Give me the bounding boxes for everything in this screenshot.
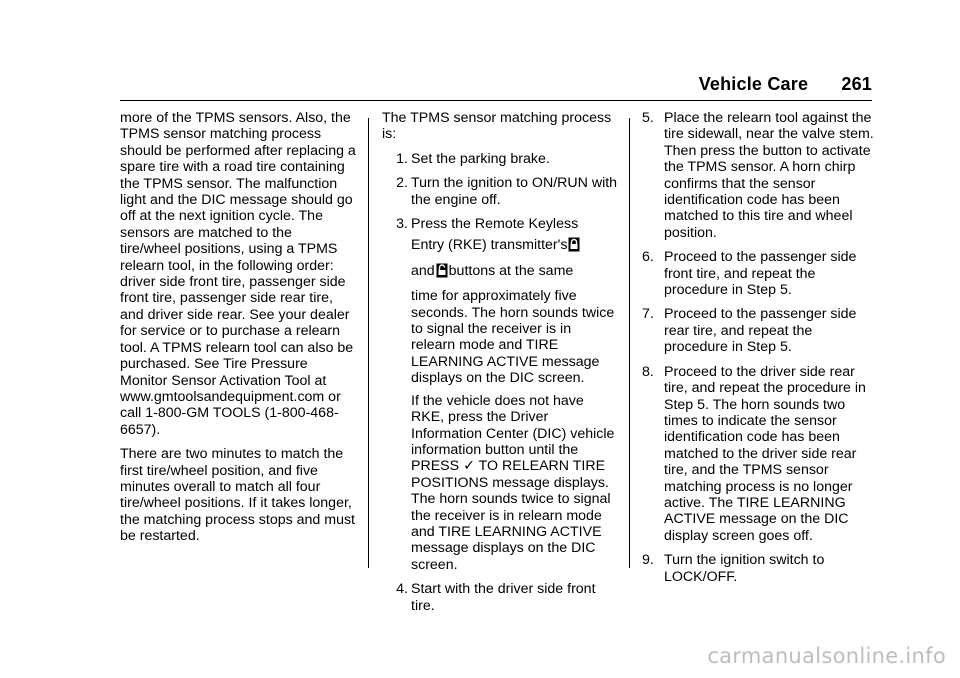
step-text: and bbox=[411, 262, 435, 279]
paragraph-tpms-sensors: more of the TPMS sensors. Also, the TPMS sensor matching process should be performed after replacing a spare tire with a road tire containing the TPMS sensor. The malfunction light and the DIC message should go off at the next ignition cycle. The sensors are matched to the tire/wheel positions, using a TPMS relearn tool, in the following order: driver side front tire, passenger side front tire, passenger side rear tire, and driver side rear. See your dealer for service or to purchase a relearn tool. A TPMS relearn tool can also be purchased. See Tire Pressure Monitor Sensor Activation Tool at www.gmtoolsandequipment.com or call 1-800-GM TOOLS (1-800-468-6657). bbox=[120, 110, 356, 438]
step-text: Proceed to the passenger side front tire, and repeat the procedure in Step 5. bbox=[664, 249, 857, 299]
step-text: Proceed to the passenger side rear tire, and repeat the procedure in Step 5. bbox=[664, 306, 857, 356]
step-text: Start with the driver side front tire. bbox=[411, 581, 596, 614]
list-item bbox=[642, 364, 878, 544]
watermark-text: carmanualsonline.info bbox=[707, 644, 946, 668]
list-item bbox=[382, 216, 618, 573]
unlock-icon bbox=[436, 263, 448, 282]
paragraph-time-limits: There are two minutes to match the first tire/wheel position, and five minutes overall to match all four tire/wheel positions. If it takes longer, the matching process stops and must be restarted. bbox=[120, 446, 356, 545]
step-text: Place the relearn tool against the tire sidewall, near the valve stem. Then press the button to activate the TPMS sensor. A horn chirp confirms that the sensor identification code has been matched to this tire and wheel position. bbox=[664, 110, 874, 241]
step-number: 5. bbox=[642, 110, 654, 126]
step-number: 6. bbox=[642, 249, 654, 266]
check-icon: ✓ bbox=[463, 458, 475, 475]
step-number: 4. bbox=[396, 581, 408, 598]
step-text: Turn the ignition to ON/RUN with the engine off. bbox=[411, 175, 618, 208]
column-divider-2 bbox=[629, 118, 630, 568]
list-item bbox=[642, 110, 878, 241]
list-item bbox=[642, 552, 878, 585]
step-number: 9. bbox=[642, 552, 654, 569]
step-text: Set the parking brake. bbox=[411, 150, 550, 167]
header-rule bbox=[120, 100, 872, 101]
list-item bbox=[642, 306, 878, 355]
step-text: Press the Remote Keyless bbox=[411, 216, 579, 233]
step-number: 1. bbox=[396, 150, 408, 167]
list-item bbox=[382, 151, 618, 167]
step-number: 7. bbox=[642, 306, 654, 323]
step-text: time for approximately five seconds. The horn sounds twice to signal the receiver is in relearn mode and TIRE LEARNING ACTIVE message displays on the DIC screen. bbox=[411, 288, 615, 387]
step-note bbox=[411, 393, 618, 573]
column-divider-1 bbox=[368, 118, 369, 568]
section-title: Vehicle Care bbox=[698, 74, 809, 94]
step-number: 2. bbox=[396, 175, 408, 192]
step-text: buttons at the same bbox=[448, 262, 574, 279]
procedure-list-a bbox=[382, 151, 618, 614]
step-text: Entry (RKE) transmitter's bbox=[411, 237, 568, 254]
step-note-text: TO RELEARN TIRE POSITIONS message displays. The horn sounds twice to signal the receiver is in relearn mode and TIRE LEARNING ACTIVE message displays on the DIC screen. bbox=[411, 458, 611, 573]
step-number: 3. bbox=[396, 216, 408, 233]
list-item bbox=[382, 175, 618, 208]
column-2 bbox=[382, 110, 618, 622]
list-item bbox=[642, 249, 878, 298]
list-item bbox=[382, 581, 618, 614]
column-3 bbox=[642, 110, 878, 593]
step-text: Turn the ignition switch to LOCK/OFF. bbox=[664, 552, 825, 585]
procedure-intro: The TPMS sensor matching process is: bbox=[382, 110, 612, 143]
step-text: Proceed to the driver side rear tire, and repeat the procedure in Step 5. The horn sounds two times to indicate the sensor identification code has been matched to the driver side rear tire, and the TPMS sensor matching process is no longer active. The TIRE LEARNING ACTIVE message on the DIC display screen goes off. bbox=[664, 363, 866, 544]
page-header bbox=[699, 74, 872, 95]
column-1 bbox=[120, 110, 356, 553]
lock-icon bbox=[568, 237, 580, 256]
procedure-list-b bbox=[642, 110, 878, 585]
step-number: 8. bbox=[642, 363, 654, 380]
step-note-text: If the vehicle does not have RKE, press the Driver Information Center (DIC) vehicle information button until the PRESS bbox=[411, 392, 615, 475]
page-number: 261 bbox=[841, 74, 872, 94]
